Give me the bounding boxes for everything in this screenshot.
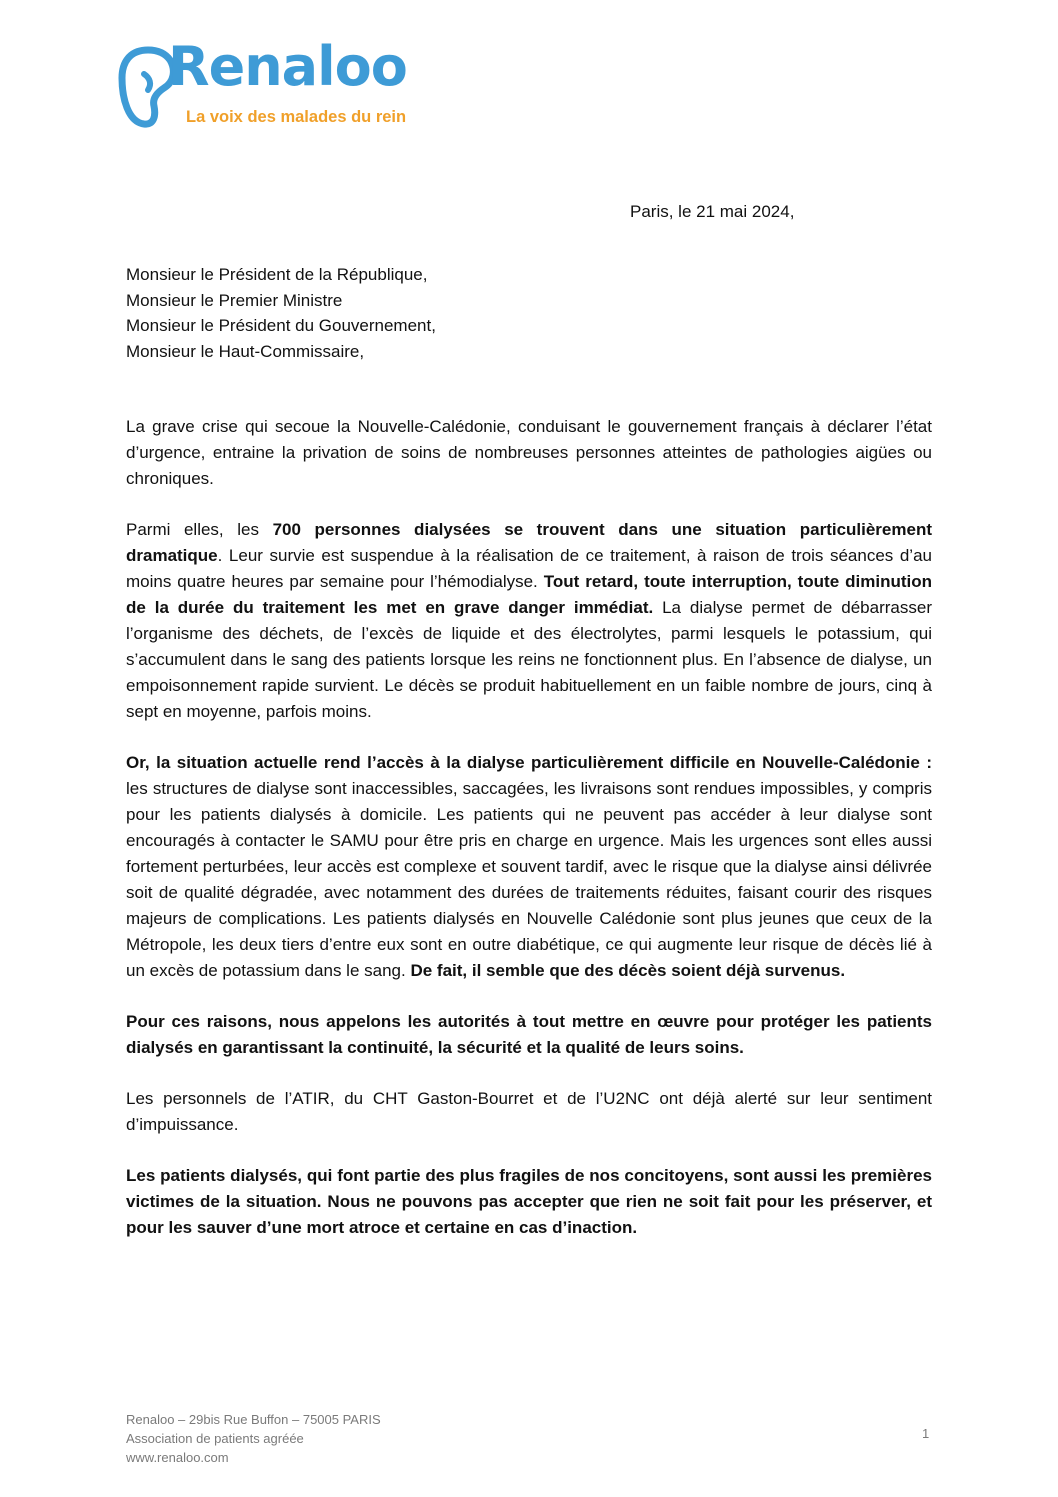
text-run: La dialyse permet de débarrasser l’organisme des déchets, de l’excès de liquide et des électrolytes, parmi lesquels le potassium, qui s’accumulent dans le sang des patients lorsque les reins ne fonctionnent plus. En l’absence de dialyse, un empoisonnement rapide survient. Le décès se produit habituellement en un faible nombre de jours, cinq à sept en moyenne, parfois moins. — [126, 598, 932, 721]
footer-status: Association de patients agréée — [126, 1431, 304, 1446]
page-number: 1 — [922, 1426, 930, 1441]
recipient-list — [126, 262, 436, 364]
bold-text-run: Or, la situation actuelle rend l’accès à la dialyse particulièrement difficile en Nouvelle-Calédonie : — [126, 753, 932, 772]
renaloo-logo — [118, 35, 418, 134]
paragraph-dialysis-patients — [126, 517, 932, 725]
paragraph-conclusion — [126, 1163, 932, 1241]
logo-tagline: La voix des malades du rein — [186, 108, 407, 126]
bold-text-run: Tout retard, toute interruption, toute diminution de la durée du traitement les met en grave danger immédiat. — [126, 572, 932, 617]
text-run: les structures de dialyse sont inaccessibles, saccagées, les livraisons sont rendues impossibles, y compris pour les patients dialysés à domicile. Les patients qui ne peuvent pas accéder à leur dialyse sont encouragés à contacter le SAMU pour être pris en charge en urgence. Mais les urgences sont elles aussi fortement perturbées, leur accès est complexe et souvent tardif, avec le risque que la dialyse ainsi délivrée soit de qualité dégradée, avec notamment des durées de traitements réduites, faisant courir des risques majeurs de complications. Les patients dialysés en Nouvelle Calédonie sont plus jeunes que ceux de la Métropole, les deux tiers d’entre eux sont en outre diabétique, ce qui augmente leur risque de décès lié à un excès de potassium dans le sang. — [126, 779, 932, 980]
bold-text-run: 700 personnes dialysées se trouvent dans une situation particulièrement dramatique — [126, 520, 932, 565]
paragraph-crisis: La grave crise qui secoue la Nouvelle-Calédonie, conduisant le gouvernement français à déclarer l’état d’urgence, entraine la privation de soins de nombreuses personnes atteintes de pathologies aigües ou chroniques. — [126, 417, 932, 488]
recipient-line: Monsieur le Premier Ministre — [126, 290, 343, 310]
text-run: Parmi elles, les — [126, 520, 273, 539]
letter-body — [126, 414, 932, 1266]
letter-date: Paris, le 21 mai 2024, — [630, 202, 795, 221]
logo-name: Renaloo — [168, 35, 407, 98]
page-footer — [126, 1410, 381, 1467]
footer-website-link[interactable]: www.renaloo.com — [126, 1450, 229, 1465]
paragraph-staff-alert: Les personnels de l’ATIR, du CHT Gaston-Bourret et de l’U2NC ont déjà alerté sur leur sentiment d’impuissance. — [126, 1089, 932, 1134]
footer-address: Renaloo – 29bis Rue Buffon – 75005 PARIS — [126, 1412, 381, 1427]
paragraph-access-situation — [126, 750, 932, 984]
bold-text-run: De fait, il semble que des décès soient déjà survenus. — [410, 961, 846, 980]
recipient-line: Monsieur le Président du Gouvernement, — [126, 316, 436, 335]
text-run: . Leur survie est suspendue à la réalisation de ce traitement, à raison de trois séances d’au moins quatre heures par semaine pour l’hémodialyse. — [126, 546, 932, 591]
bold-text-run: Les patients dialysés, qui font partie des plus fragiles de nos concitoyens, sont aussi les premières victimes de la situation. Nous ne pouvons pas accepter que rien ne soit fait pour les préserver, et pour les sauver d’une mort atroce et certaine en cas d’inaction. — [126, 1166, 932, 1237]
bold-text-run: Pour ces raisons, nous appelons les autorités à tout mettre en œuvre pour protéger les patients dialysés en garantissant la continuité, la sécurité et la qualité de leurs soins. — [126, 1012, 932, 1057]
recipient-line: Monsieur le Haut-Commissaire, — [126, 341, 365, 361]
recipient-line: Monsieur le Président de la République, — [126, 265, 428, 284]
paragraph-call-to-action — [126, 1009, 932, 1061]
